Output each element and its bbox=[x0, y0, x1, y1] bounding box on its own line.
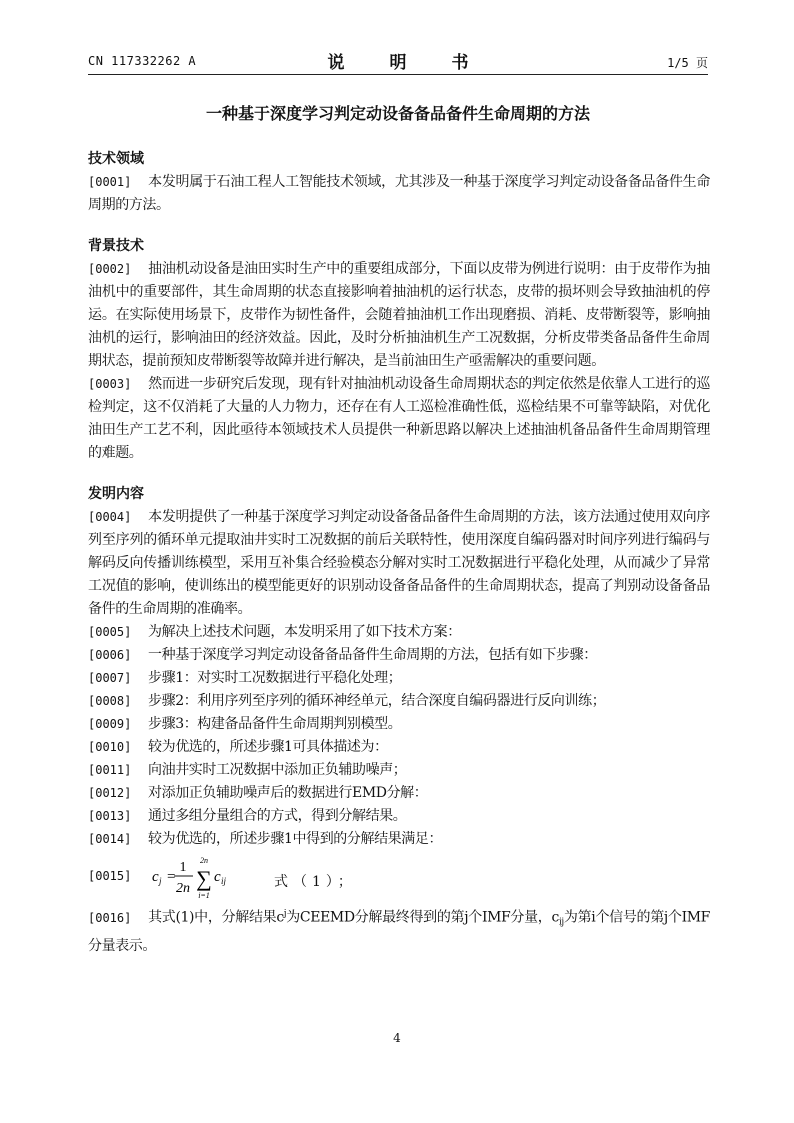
paragraph-number: [0005] bbox=[88, 625, 132, 639]
subscript-ij: ij bbox=[558, 917, 564, 928]
paragraph-number: [0001] bbox=[88, 175, 132, 189]
paragraph-0015-equation bbox=[88, 851, 710, 903]
paragraph-number: [0003] bbox=[88, 377, 132, 391]
paragraph-number: [0016] bbox=[88, 910, 132, 925]
paragraph-text: 本发明提供了一种基于深度学习判定动设备备品备件生命周期的方法，该方法通过使用双向序列至序列的循环单元提取油井实时工况数据的前后关联特性，使用深度自编码器对时间序列进行编码与解码反向传播训练模型，采用互补集合经验模态分解对实时工况数据进行平稳化处理，从而减少了异常工况值的影响，使训练出的模型能更好的识别动设备备品备件的生命周期状态，提高了判别动设备备品备件的生命周期的准确率。 bbox=[88, 509, 710, 617]
page-header bbox=[88, 48, 708, 72]
paragraph-text: 抽油机动设备是油田实时生产中的重要组成部分，下面以皮带为例进行说明：由于皮带作为抽油机中的重要部件，其生命周期的状态直接影响着抽油机的运行状态，皮带的损坏则会导致抽油机的停运。在实际使用场景下，皮带作为韧性备件，会随着抽油机工作出现磨损、消耗、皮带断裂等，影响抽油机的运行，影响油田的经济效益。因此，及时分析抽油机生产工况数据，分析皮带类备品备件生命周期状态，提前预知皮带断裂等故障并进行解决，是当前油田生产亟需解决的重要问题。 bbox=[88, 261, 710, 369]
document-title: 一种基于深度学习判定动设备备品备件生命周期的方法 bbox=[205, 104, 590, 123]
paragraph-number: [0009] bbox=[88, 717, 132, 731]
document-body bbox=[88, 148, 710, 958]
eq-lhs: c bbox=[152, 869, 159, 885]
paragraph-number: [0004] bbox=[88, 510, 132, 524]
page-indicator: 1/5 页 bbox=[667, 56, 708, 70]
paragraph-0016 bbox=[88, 903, 710, 958]
superscript-j: j bbox=[283, 909, 287, 919]
paragraph-number: [0013] bbox=[88, 809, 132, 823]
paragraph-number: [0002] bbox=[88, 262, 132, 276]
paragraph-number: [0012] bbox=[88, 786, 132, 800]
paragraph-0014 bbox=[88, 828, 710, 851]
paragraph-text: 步骤1：对实时工况数据进行平稳化处理； bbox=[148, 670, 402, 686]
paragraph-text: 较为优选的，所述步骤1中得到的分解结果满足： bbox=[148, 831, 443, 847]
document-type: 说 明 书 bbox=[327, 53, 483, 73]
paragraph-text-part2: 为CEEMD分解最终得到的第j个IMF分量，c bbox=[286, 909, 559, 926]
paragraph-text-part1: 其式(1)中，分解结果c bbox=[148, 909, 284, 926]
paragraph-text: 为解决上述技术问题，本发明采用了如下技术方案： bbox=[148, 624, 461, 640]
eq-equals: = bbox=[167, 869, 176, 885]
paragraph-text: 然而进一步研究后发现，现有针对抽油机动设备生命周期状态的判定依然是依靠人工进行的巡检判定，这不仅消耗了大量的人力物力，还存在有人工巡检准确性低，巡检结果不可靠等缺陷，对优化油田生产工艺不利，因此亟待本领域技术人员提供一种新思路以解决上述抽油机备品备件生命周期管理的难题。 bbox=[88, 376, 710, 461]
paragraph-number: [0007] bbox=[88, 671, 132, 685]
paragraph-text-part3: 为第i个信号的第j个IMF分量表示。 bbox=[88, 909, 710, 954]
paragraph-number: [0006] bbox=[88, 648, 132, 662]
eq-lhs-subscript: j bbox=[159, 876, 162, 886]
paragraph-text: 本发明属于石油工程人工智能技术领域，尤其涉及一种基于深度学习判定动设备备品备件生命周期的方法。 bbox=[88, 174, 710, 213]
eq-fraction-denominator: 2n bbox=[176, 881, 190, 896]
paragraph-0012 bbox=[88, 782, 710, 805]
paragraph-0007 bbox=[88, 667, 710, 690]
paragraph-0002 bbox=[88, 258, 710, 373]
eq-fraction-numerator: 1 bbox=[179, 860, 187, 875]
equation-1 bbox=[148, 851, 268, 903]
header-divider bbox=[88, 74, 708, 75]
paragraph-text: 步骤2：利用序列至序列的循环神经单元，结合深度自编码器进行反向训练； bbox=[148, 693, 606, 709]
eq-term: c bbox=[214, 869, 221, 885]
paragraph-text: 对添加正负辅助噪声后的数据进行EMD分解： bbox=[148, 785, 428, 801]
section-heading-background: 背景技术 bbox=[88, 238, 144, 254]
paragraph-0005 bbox=[88, 621, 710, 644]
paragraph-number: [0008] bbox=[88, 694, 132, 708]
equation-label: 式（1）； bbox=[274, 874, 357, 890]
paragraph-text: 向油井实时工况数据中添加正负辅助噪声； bbox=[148, 762, 407, 778]
paragraph-text: 一种基于深度学习判定动设备备品备件生命周期的方法，包括有如下步骤： bbox=[148, 647, 597, 663]
paragraph-0011 bbox=[88, 759, 710, 782]
sigma-icon: ∑ bbox=[196, 866, 212, 891]
paragraph-text: 较为优选的，所述步骤1可具体描述为： bbox=[148, 739, 388, 755]
section-heading-invention: 发明内容 bbox=[88, 486, 144, 502]
paragraph-0006 bbox=[88, 644, 710, 667]
section-heading-tech-field: 技术领域 bbox=[88, 151, 144, 167]
paragraph-0008 bbox=[88, 690, 710, 713]
paragraph-text: 步骤3：构建备品备件生命周期判别模型。 bbox=[148, 716, 402, 732]
paragraph-number: [0015] bbox=[88, 869, 132, 883]
page-number: 4 bbox=[393, 1031, 401, 1045]
eq-sum-upper: 2n bbox=[200, 856, 208, 865]
eq-term-subscript: ij bbox=[221, 876, 227, 886]
paragraph-number: [0014] bbox=[88, 832, 132, 846]
paragraph-0001 bbox=[88, 171, 710, 217]
paragraph-0013 bbox=[88, 805, 710, 828]
paragraph-0004 bbox=[88, 506, 710, 621]
paragraph-0009 bbox=[88, 713, 710, 736]
patent-number: CN 117332262 A bbox=[88, 54, 197, 68]
paragraph-number: [0010] bbox=[88, 740, 132, 754]
paragraph-0003 bbox=[88, 373, 710, 465]
paragraph-text: 通过多组分量组合的方式，得到分解结果。 bbox=[148, 808, 407, 824]
eq-sum-lower: i=1 bbox=[198, 891, 210, 900]
paragraph-number: [0011] bbox=[88, 763, 132, 777]
paragraph-0010 bbox=[88, 736, 710, 759]
